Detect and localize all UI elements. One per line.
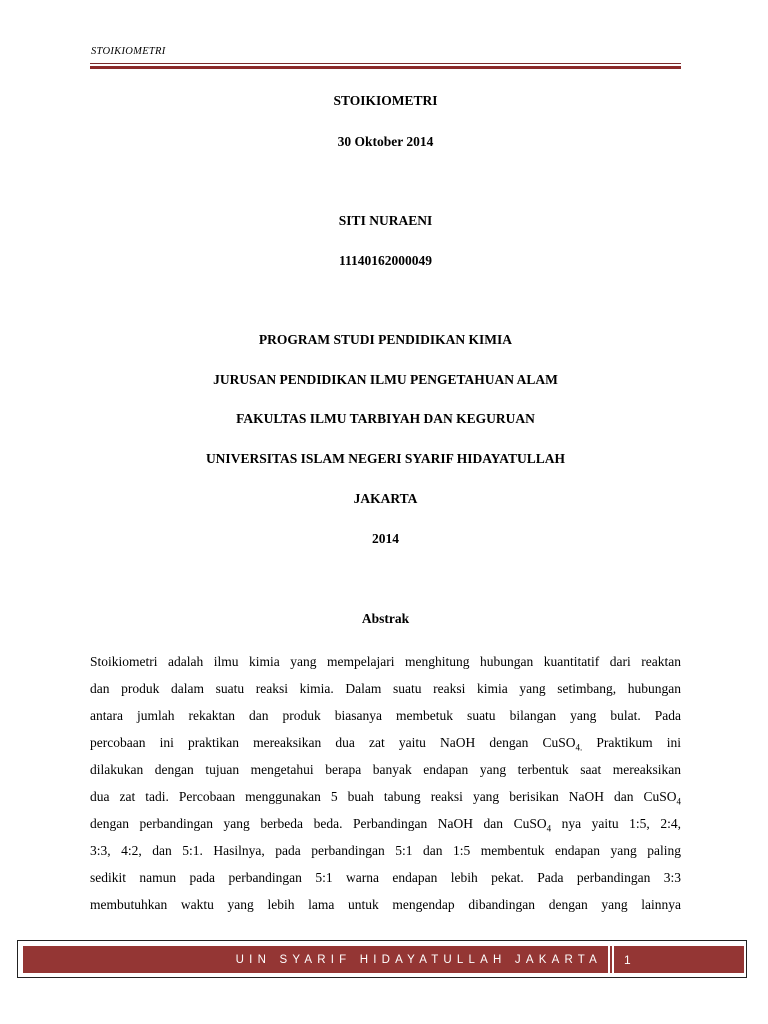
abstract-heading: Abstrak bbox=[361, 611, 410, 626]
cover-title: STOIKIOMETRI bbox=[333, 93, 438, 108]
cover-university: UNIVERSITAS ISLAM NEGERI SYARIF HIDAYATULLAH bbox=[205, 451, 566, 466]
cover-year: 2014 bbox=[372, 531, 399, 546]
abstract-line bbox=[90, 756, 681, 783]
abstract-line bbox=[90, 891, 681, 918]
abstract-text: dengan perbandingan yang berbeda beda. Perbandingan NaOH dan CuSO bbox=[90, 816, 547, 831]
header-rule-thick bbox=[90, 66, 681, 69]
subscript: 4 bbox=[676, 796, 681, 807]
abstract-text: Stoikiometri adalah ilmu kimia yang mempelajari menghitung hubungan kuantitatif dari reaktan bbox=[90, 654, 681, 669]
abstract-text: dilakukan dengan tujuan mengetahui berapa banyak endapan yang terbentuk saat mereaksikan bbox=[90, 762, 681, 777]
subscript: 4 bbox=[546, 823, 552, 834]
abstract-text: 3:3, 4:2, dan 5:1. Hasilnya, pada perbandingan 5:1 dan 1:5 membentuk endapan yang paling bbox=[90, 843, 681, 858]
abstract-line bbox=[90, 864, 681, 891]
abstract-line bbox=[90, 675, 681, 702]
abstract-line bbox=[90, 702, 681, 729]
cover-city: JAKARTA bbox=[353, 491, 418, 506]
header-rule-thin bbox=[90, 63, 681, 64]
cover-department: JURUSAN PENDIDIKAN ILMU PENGETAHUAN ALAM bbox=[213, 372, 558, 387]
abstract-body bbox=[90, 648, 681, 918]
page-number: 1 bbox=[614, 946, 744, 973]
footer-separator bbox=[610, 946, 612, 973]
abstract-line bbox=[90, 837, 681, 864]
abstract-line bbox=[90, 810, 681, 837]
abstract-line bbox=[90, 729, 681, 756]
footer-label: UIN SYARIF HIDAYATULLAH JAKARTA bbox=[23, 946, 608, 973]
cover-program: PROGRAM STUDI PENDIDIKAN KIMIA bbox=[258, 332, 513, 347]
abstract-line bbox=[90, 783, 681, 810]
abstract-text: sedikit namun pada perbandingan 5:1 warna endapan lebih pekat. Pada perbandingan 3:3 bbox=[90, 870, 681, 885]
abstract-text: Praktikum ini bbox=[582, 735, 681, 750]
cover-date: 30 Oktober 2014 bbox=[337, 134, 434, 149]
cover-faculty: FAKULTAS ILMU TARBIYAH DAN KEGURUAN bbox=[236, 411, 535, 426]
subscript: 4. bbox=[575, 742, 583, 753]
abstract-text: antara jumlah rekaktan dan produk biasanya membetuk suatu bilangan yang bulat. Pada bbox=[90, 708, 681, 723]
abstract-text: membutuhkan waktu yang lebih lama untuk mengendap dibandingan dengan yang lainnya bbox=[90, 897, 681, 912]
running-head: STOIKIOMETRI bbox=[91, 46, 166, 57]
abstract-line bbox=[90, 648, 681, 675]
abstract-text: dan produk dalam suatu reaksi kimia. Dalam suatu reaksi kimia yang setimbang, hubungan bbox=[90, 681, 681, 696]
cover-author: SITI NURAENI bbox=[338, 213, 433, 228]
abstract-text: percobaan ini praktikan mereaksikan dua zat yaitu NaOH dengan CuSO bbox=[90, 735, 576, 750]
cover-student-id: 11140162000049 bbox=[338, 253, 432, 268]
abstract-text: dua zat tadi. Percobaan menggunakan 5 buah tabung reaksi yang berisikan NaOH dan CuSO bbox=[90, 789, 677, 804]
abstract-text: nya yaitu 1:5, 2:4, bbox=[551, 816, 681, 831]
